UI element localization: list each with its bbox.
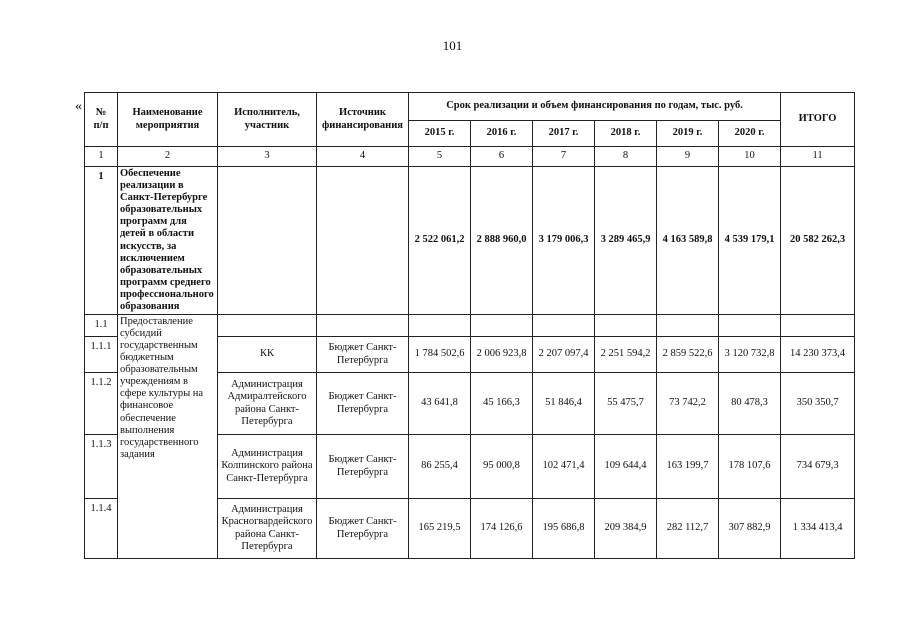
financing-table [84, 92, 855, 559]
executor-cell: Администрация Адмиралтейского района Санкт-Петербурга [218, 373, 317, 435]
value-cell: 73 742,2 [657, 373, 719, 435]
table-row-1 [85, 167, 855, 315]
header-total: ИТОГО [781, 93, 855, 147]
column-number: 10 [719, 147, 781, 167]
column-number: 5 [409, 147, 471, 167]
value-cell: 178 107,6 [719, 435, 781, 499]
row-number: 1.1.3 [85, 435, 118, 499]
value-cell: 4 163 589,8 [657, 167, 719, 315]
executor-cell: Администрация Красногвардейского района Санкт-Петербурга [218, 499, 317, 559]
executor-cell [218, 315, 317, 337]
row-number: 1.1.2 [85, 373, 118, 435]
column-number: 2 [118, 147, 218, 167]
header-year: 2016 г. [471, 121, 533, 147]
source-cell: Бюджет Санкт-Петербурга [317, 499, 409, 559]
value-cell: 1 784 502,6 [409, 337, 471, 373]
header-num: № п/п [85, 93, 118, 147]
column-number: 11 [781, 147, 855, 167]
header-source: Источник финансирования [317, 93, 409, 147]
value-cell [595, 315, 657, 337]
row-number: 1.1.4 [85, 499, 118, 559]
value-cell: 102 471,4 [533, 435, 595, 499]
value-cell: 209 384,9 [595, 499, 657, 559]
table-row-1-1 [85, 315, 855, 337]
value-cell: 55 475,7 [595, 373, 657, 435]
column-number: 8 [595, 147, 657, 167]
header-period: Срок реализации и объем финансирования по годам, тыс. руб. [409, 93, 781, 121]
total-cell: 350 350,7 [781, 373, 855, 435]
executor-cell: Администрация Колпинского района Санкт-Петербурга [218, 435, 317, 499]
column-number: 6 [471, 147, 533, 167]
activity-name: Обеспечение реализации в Санкт-Петербурге образовательных программ для детей в области искусств, за исключением образовательных программ среднего профессионального образования [118, 167, 218, 315]
value-cell: 282 112,7 [657, 499, 719, 559]
header-year: 2018 г. [595, 121, 657, 147]
header-year: 2020 г. [719, 121, 781, 147]
executor-cell [218, 167, 317, 315]
total-cell: 20 582 262,3 [781, 167, 855, 315]
column-number: 9 [657, 147, 719, 167]
header-year: 2017 г. [533, 121, 595, 147]
source-cell [317, 315, 409, 337]
source-cell: Бюджет Санкт-Петербурга [317, 435, 409, 499]
total-cell [781, 315, 855, 337]
value-cell: 2 251 594,2 [595, 337, 657, 373]
value-cell: 86 255,4 [409, 435, 471, 499]
value-cell: 45 166,3 [471, 373, 533, 435]
column-number: 3 [218, 147, 317, 167]
header-name: Наименование мероприятия [118, 93, 218, 147]
value-cell: 2 859 522,6 [657, 337, 719, 373]
value-cell: 165 219,5 [409, 499, 471, 559]
value-cell: 307 882,9 [719, 499, 781, 559]
value-cell: 3 179 006,3 [533, 167, 595, 315]
value-cell: 2 207 097,4 [533, 337, 595, 373]
source-cell: Бюджет Санкт-Петербурга [317, 337, 409, 373]
header-year: 2019 г. [657, 121, 719, 147]
value-cell [409, 315, 471, 337]
value-cell: 80 478,3 [719, 373, 781, 435]
value-cell [533, 315, 595, 337]
value-cell: 3 289 465,9 [595, 167, 657, 315]
value-cell: 3 120 732,8 [719, 337, 781, 373]
value-cell [471, 315, 533, 337]
value-cell: 2 888 960,0 [471, 167, 533, 315]
activity-name: Предоставление субсидий государственным бюджетным образовательным учреждениям в сфере культуры на финансовое обеспечение выполнения государственного задания [118, 315, 218, 559]
column-number: 7 [533, 147, 595, 167]
value-cell [719, 315, 781, 337]
source-cell: Бюджет Санкт-Петербурга [317, 373, 409, 435]
column-number: 4 [317, 147, 409, 167]
executor-cell: КК [218, 337, 317, 373]
value-cell: 195 686,8 [533, 499, 595, 559]
column-number: 1 [85, 147, 118, 167]
source-cell [317, 167, 409, 315]
column-number-row [85, 147, 855, 167]
page-number: 101 [442, 38, 463, 53]
total-cell: 14 230 373,4 [781, 337, 855, 373]
total-cell: 734 679,3 [781, 435, 855, 499]
row-number: 1.1 [85, 315, 118, 337]
row-number: 1.1.1 [85, 337, 118, 373]
value-cell: 163 199,7 [657, 435, 719, 499]
value-cell: 95 000,8 [471, 435, 533, 499]
value-cell: 43 641,8 [409, 373, 471, 435]
value-cell: 2 522 061,2 [409, 167, 471, 315]
value-cell: 51 846,4 [533, 373, 595, 435]
value-cell: 174 126,6 [471, 499, 533, 559]
header-executor: Исполнитель, участник [218, 93, 317, 147]
row-number: 1 [85, 167, 118, 315]
header-year: 2015 г. [409, 121, 471, 147]
opening-quote-mark: « [75, 99, 82, 114]
total-cell: 1 334 413,4 [781, 499, 855, 559]
value-cell: 2 006 923,8 [471, 337, 533, 373]
value-cell: 109 644,4 [595, 435, 657, 499]
value-cell: 4 539 179,1 [719, 167, 781, 315]
value-cell [657, 315, 719, 337]
